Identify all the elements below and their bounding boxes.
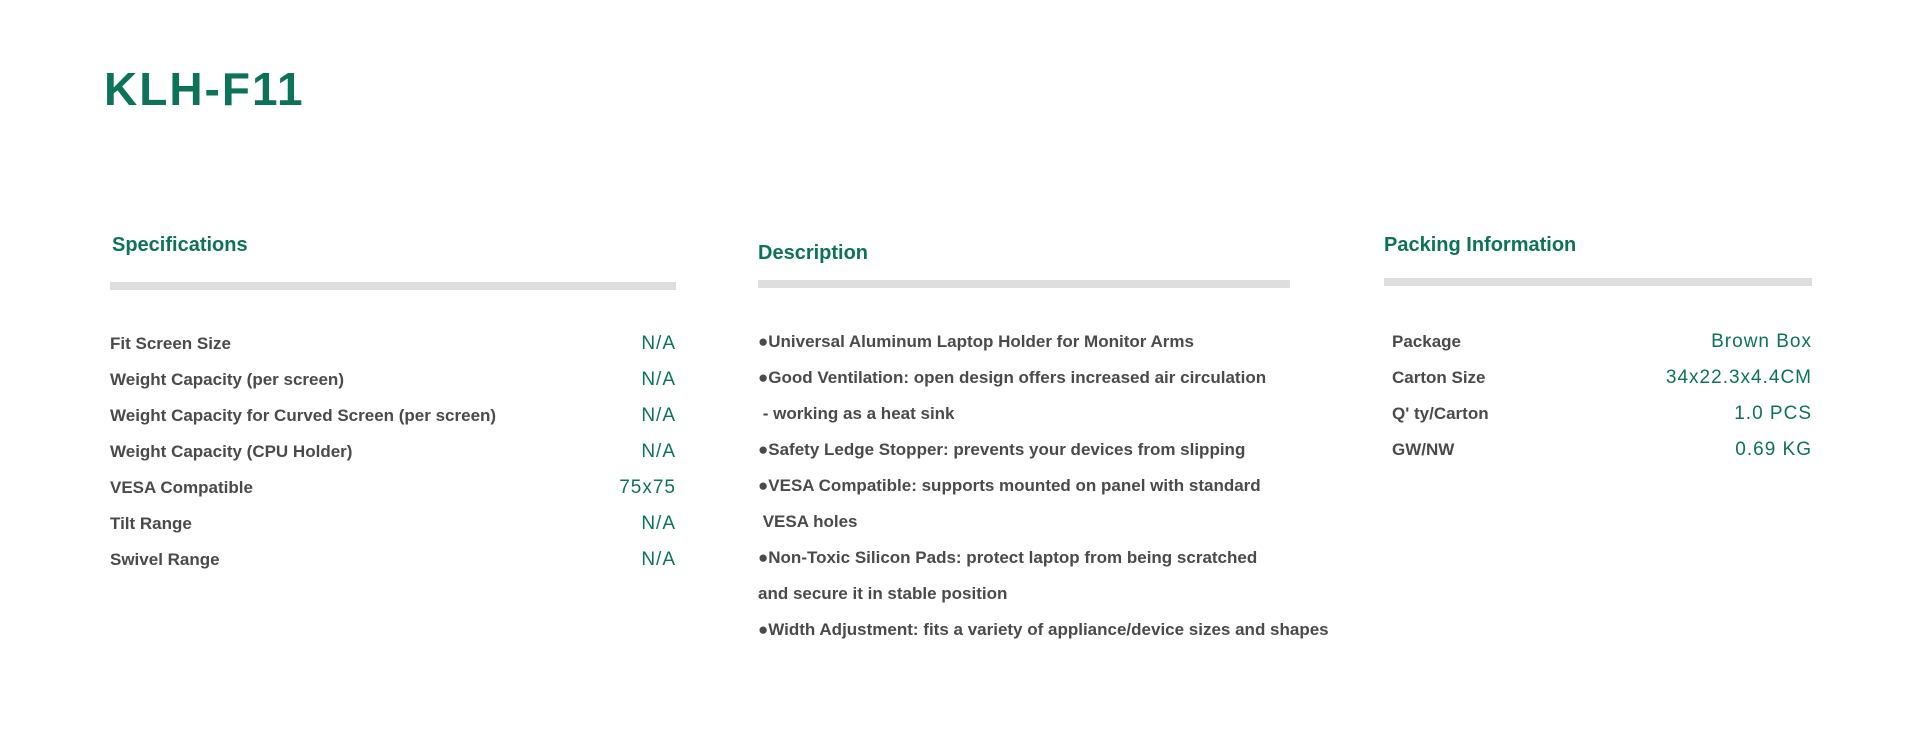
spec-row-weight-capacity xyxy=(110,362,676,398)
specifications-heading: Specifications xyxy=(112,234,248,256)
packing-label: Package xyxy=(1392,332,1461,351)
description-line: ●Universal Aluminum Laptop Holder for Monitor Arms xyxy=(758,332,1194,351)
spec-label: VESA Compatible xyxy=(110,478,253,497)
description-line: ●Width Adjustment: fits a variety of appliance/device sizes and shapes xyxy=(758,620,1329,639)
spec-value: N/A xyxy=(641,549,676,570)
packing-row-package xyxy=(1392,324,1812,360)
description-line: ●Non-Toxic Silicon Pads: protect laptop from being scratched xyxy=(758,548,1258,567)
spec-row-weight-capacity-cpu xyxy=(110,434,676,470)
description-line: ●VESA Compatible: supports mounted on panel with standard xyxy=(758,476,1261,495)
packing-row-qty-carton xyxy=(1392,396,1812,432)
packing-value: 1.0 PCS xyxy=(1734,403,1812,424)
packing-value: 34x22.3x4.4CM xyxy=(1665,367,1812,388)
spec-value: N/A xyxy=(641,405,676,426)
spec-label: Fit Screen Size xyxy=(110,334,231,353)
description-line: - working as a heat sink xyxy=(758,404,955,423)
spec-label: Weight Capacity for Curved Screen (per screen) xyxy=(110,406,497,425)
packing-information-heading: Packing Information xyxy=(1384,234,1577,256)
packing-row-carton-size xyxy=(1392,360,1812,396)
spec-row-fit-screen-size xyxy=(110,326,676,362)
packing-label: Q' ty/Carton xyxy=(1392,404,1489,423)
spec-label: Tilt Range xyxy=(110,514,192,533)
spec-value: N/A xyxy=(641,369,676,390)
spec-row-swivel-range xyxy=(110,542,676,578)
spec-label: Swivel Range xyxy=(110,550,220,569)
description-heading: Description xyxy=(758,242,869,264)
description-line: ●Safety Ledge Stopper: prevents your devices from slipping xyxy=(758,440,1246,459)
spec-value: 75x75 xyxy=(619,477,676,498)
packing-divider xyxy=(1384,278,1812,286)
description-line: ●Good Ventilation: open design offers increased air circulation xyxy=(758,368,1267,387)
spec-row-tilt-range xyxy=(110,506,676,542)
description-divider xyxy=(758,280,1290,288)
spec-row-vesa-compatible xyxy=(110,470,676,506)
packing-value: Brown Box xyxy=(1711,331,1812,352)
description-section xyxy=(758,240,1338,660)
description-line: VESA holes xyxy=(758,512,858,531)
product-model-title: KLH-F11 xyxy=(104,63,305,115)
spec-label: Weight Capacity (CPU Holder) xyxy=(110,442,353,461)
spec-value: N/A xyxy=(641,333,676,354)
packing-value: 0.69 KG xyxy=(1735,439,1812,460)
spec-value: N/A xyxy=(641,513,676,534)
packing-label: Carton Size xyxy=(1392,368,1486,387)
packing-information-section xyxy=(1384,232,1812,492)
specifications-section xyxy=(110,232,676,592)
packing-label: GW/NW xyxy=(1392,440,1455,459)
packing-row-gw-nw xyxy=(1392,432,1812,468)
spec-value: N/A xyxy=(641,441,676,462)
spec-label: Weight Capacity (per screen) xyxy=(110,370,344,389)
specifications-divider xyxy=(110,282,676,290)
spec-row-weight-capacity-curved xyxy=(110,398,676,434)
description-line: and secure it in stable position xyxy=(758,584,1008,603)
